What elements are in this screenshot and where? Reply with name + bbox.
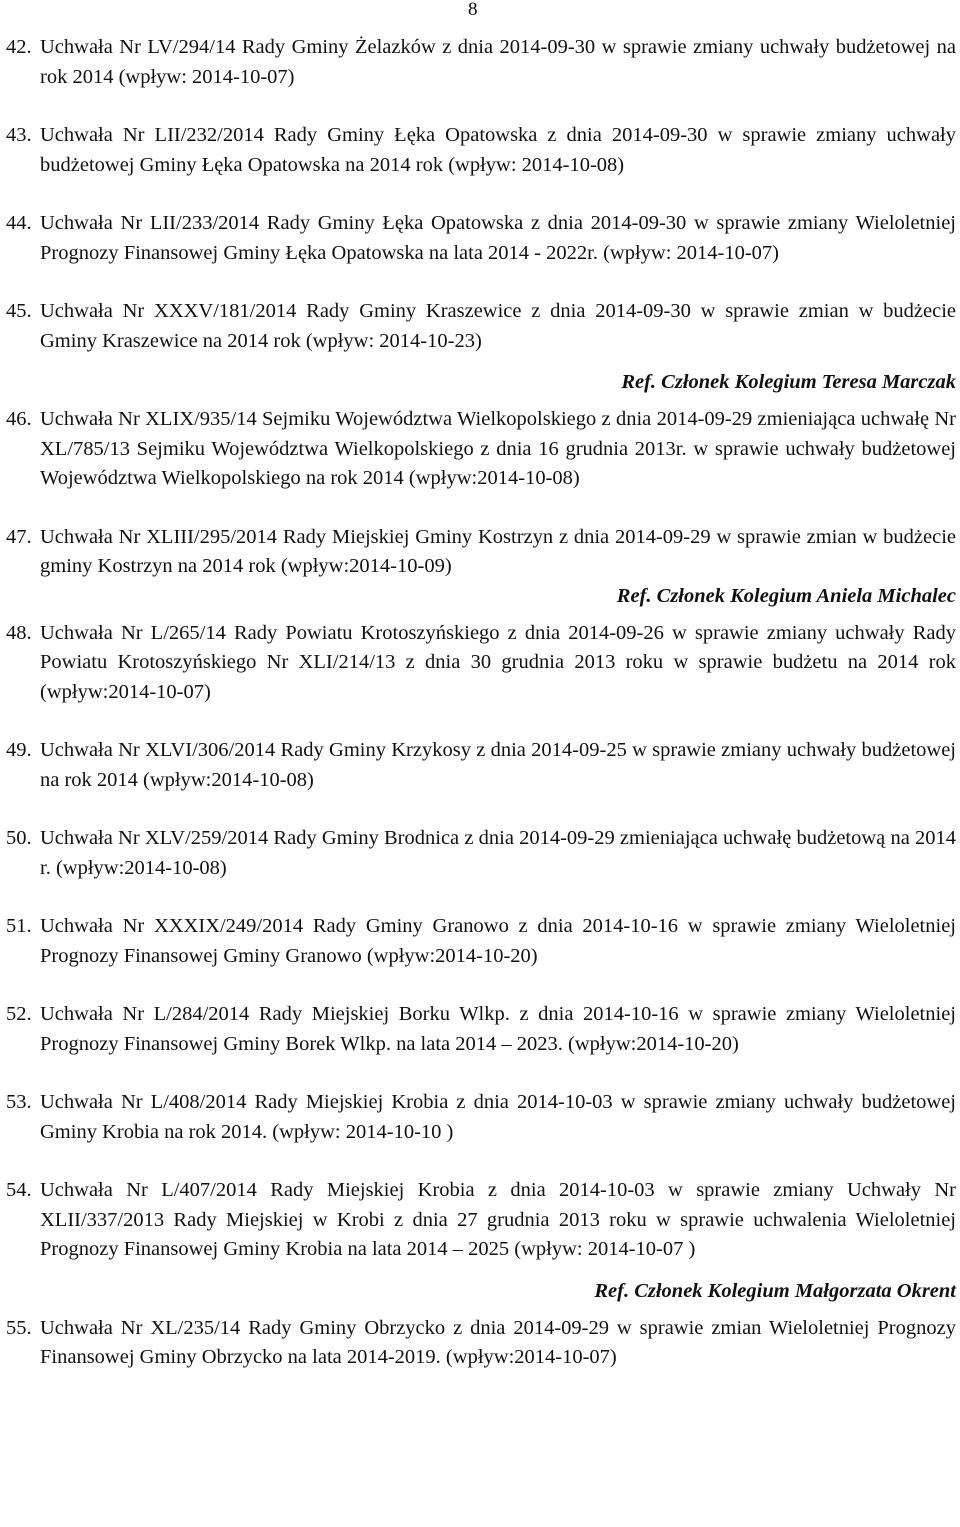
item-text: Uchwała Nr XXXV/181/2014 Rady Gminy Kraszewice z dnia 2014-09-30 w sprawie zmian w budżecie Gminy Kraszewice na 2014 rok (wpływ: 2014-10-23) [40, 300, 956, 352]
item-text: Uchwała Nr L/408/2014 Rady Miejskiej Krobia z dnia 2014-10-03 w sprawie zmiany uchwały budżetowej Gminy Krobia na rok 2014. (wpływ: 2014-10-10 ) [40, 1091, 956, 1143]
list-item [6, 1314, 956, 1373]
item-number: 55. [6, 1316, 32, 1339]
list-item [6, 1000, 956, 1059]
list-item [6, 297, 956, 356]
item-number: 47. [6, 525, 32, 548]
item-number: 54. [6, 1179, 32, 1201]
item-number: 52. [6, 1003, 32, 1025]
referent-signature: Ref. Członek Kolegium Aniela Michalec [616, 584, 956, 607]
item-number: 44. [6, 212, 32, 234]
list-item [6, 912, 956, 971]
item-text: Uchwała Nr XLV/259/2014 Rady Gminy Brodnica z dnia 2014-09-29 zmieniająca uchwałę budżetową na 2014 r. (wpływ:2014-10-08) [40, 827, 956, 879]
item-text: Uchwała Nr LII/232/2014 Rady Gminy Łęka Opatowska z dnia 2014-09-30 w sprawie zmiany uchwały budżetowej Gminy Łęka Opatowska na 2014 rok (wpływ: 2014-10-08) [40, 124, 956, 176]
item-text: Uchwała Nr L/265/14 Rady Powiatu Krotoszyńskiego z dnia 2014-09-26 w sprawie zmiany uchwały Rady Powiatu Krotoszyńskiego Nr XLI/214/13 z dnia 30 grudnia 2013 roku w sprawie budżetu na 2014 rok (wpływ:2014-10-07) [40, 621, 956, 703]
item-text: Uchwała Nr LV/294/14 Rady Gminy Żelazków z dnia 2014-09-30 w sprawie zmiany uchwały budżetowej na rok 2014 (wpływ: 2014-10-07) [40, 36, 956, 88]
referent-signature: Ref. Członek Kolegium Małgorzata Okrent [594, 1279, 956, 1302]
list-item [6, 736, 956, 795]
list-item [6, 121, 956, 180]
document-body [6, 33, 956, 1373]
item-text: Uchwała Nr L/407/2014 Rady Miejskiej Krobia z dnia 2014-10-03 w sprawie zmiany Uchwały Nr XLII/337/2013 Rady Miejskiej w Krobi z dnia 27 grudnia 2013 roku w sprawie uchwalenia Wieloletniej Prognozy Finansowej Gminy Krobia na lata 2014 – 2025 (wpływ: 2014-10-07 ) [40, 1179, 956, 1260]
item-number: 50. [6, 827, 32, 849]
list-item [6, 1176, 956, 1265]
item-text: Uchwała Nr LII/233/2014 Rady Gminy Łęka Opatowska z dnia 2014-09-30 w sprawie zmiany Wieloletniej Prognozy Finansowej Gminy Łęka Opatowska na lata 2014 - 2022r. (wpływ: 2014-10-07) [40, 212, 956, 264]
item-text: Uchwała Nr XLIII/295/2014 Rady Miejskiej Gminy Kostrzyn z dnia 2014-09-29 w sprawie zmian w budżecie gminy Kostrzyn na 2014 rok (wpływ:2014-10-09) [40, 525, 956, 577]
item-number: 51. [6, 915, 32, 937]
list-item [6, 523, 956, 582]
item-number: 53. [6, 1091, 32, 1113]
list-item [6, 209, 956, 268]
item-text: Uchwała Nr XLIX/935/14 Sejmiku Województwa Wielkopolskiego z dnia 2014-09-29 zmieniająca uchwałę Nr XL/785/13 Sejmiku Województwa Wielkopolskiego z dnia 16 grudnia 2013r. w sprawie uchwały budżetowej Województwa Wielkopolskiego na rok 2014 (wpływ:2014-10-08) [40, 408, 956, 489]
list-item [6, 824, 956, 883]
list-item [6, 1088, 956, 1147]
item-number: 46. [6, 408, 32, 430]
item-text: Uchwała Nr XL/235/14 Rady Gminy Obrzycko z dnia 2014-09-29 w sprawie zmian Wieloletniej Prognozy Finansowej Gminy Obrzycko na lata 2014-2019. (wpływ:2014-10-07) [40, 1316, 956, 1368]
page-number: 8 [468, 0, 478, 20]
item-text: Uchwała Nr XXXIX/249/2014 Rady Gminy Granowo z dnia 2014-10-16 w sprawie zmiany Wieloletniej Prognozy Finansowej Gminy Granowo (wpływ:2014-10-20) [40, 915, 956, 967]
list-item [6, 405, 956, 494]
item-text: Uchwała Nr L/284/2014 Rady Miejskiej Borku Wlkp. z dnia 2014-10-16 w sprawie zmiany Wieloletniej Prognozy Finansowej Gminy Borek Wlkp. na lata 2014 – 2023. (wpływ:2014-10-20) [40, 1003, 956, 1055]
item-text: Uchwała Nr XLVI/306/2014 Rady Gminy Krzykosy z dnia 2014-09-25 w sprawie zmiany uchwały budżetowej na rok 2014 (wpływ:2014-10-08) [40, 739, 956, 791]
item-number: 43. [6, 124, 32, 146]
item-number: 42. [6, 36, 32, 58]
list-item [6, 619, 956, 708]
item-number: 45. [6, 300, 32, 322]
list-item [6, 33, 956, 92]
item-number: 48. [6, 621, 32, 644]
item-number: 49. [6, 739, 32, 761]
referent-signature: Ref. Członek Kolegium Teresa Marczak [621, 371, 956, 393]
